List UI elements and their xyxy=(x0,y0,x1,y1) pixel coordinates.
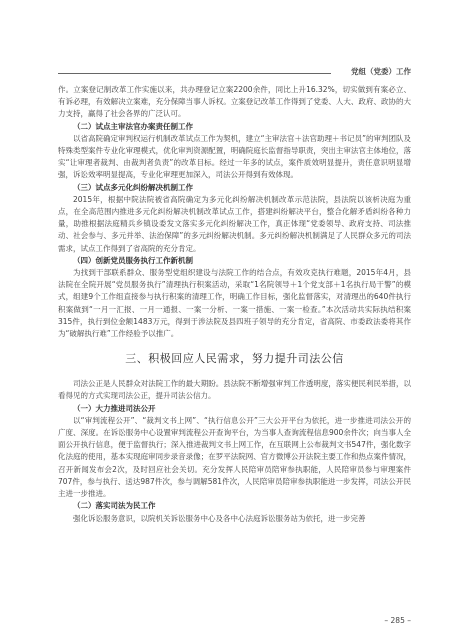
subsection-heading: （四）创新党员服务执行工作新机制 xyxy=(73,255,193,265)
subsection-heading: （二）落实司法为民工作 xyxy=(73,501,156,511)
header-section-tag: 党组（党委）工作 xyxy=(347,66,411,78)
body-paragraph: 以省高院确定审判权运行机制改革试点工作为契机，建立“主审法官＋法官助理＋书记员”的审判团队及特殊类型案件专业化审理模式，优化审判资源配置，明确院庭长监督指导职责，突出主审法官主体地位，落实“让审理者裁判、由裁判者负责”的改革目标。经过一年多的试点，案件质效明显提升，责任意识明显增强，诉讼效率明显提高，专业化审理更加深入，司法公开得到有效体现。 xyxy=(58,133,411,180)
page-body xyxy=(58,84,411,525)
body-paragraph: 为找到干部联系群众、服务型党组织建设与法院工作的结合点，有效攻克执行难题，2015年4月，县法院在全院开展“党员服务执行”清理执行积案活动，采取“1名院领导＋1个党支部＋1名执行局干警”的模式，组建9个工作组直接参与执行积案的清理工作，明确工作目标，强化监督落实，对清理出的640件执行积案做到“一月一汇报、一月一通报、一案一分析、一案一措施、一案一检查。”本次活动共实际执结积案315件，执行到位金额1483万元，得到于涉法院及县四班子领导的充分肯定，省高院、市委政法委将其作为“破解执行难”工作经验予以推广。 xyxy=(58,268,411,339)
body-paragraph: 作。立案登记制改革工作实施以来，共办理登记立案2200余件，同比上升16.32%，切实做到有案必立、有诉必理，有效解决立案难，充分保障当事人诉权。立案登记改革工作得到了党委、人大、政府、政协的大力支持，赢得了社会各界的广泛认可。 xyxy=(58,85,411,119)
page-number: – 285 – xyxy=(384,616,411,625)
subsection-heading: （一）大力推进司法公开 xyxy=(73,403,156,413)
subsection-heading: （三）试点多元化纠纷解决机制工作 xyxy=(73,182,193,192)
header-rule xyxy=(58,73,331,74)
section-heading: 三、积极回应人民需求，努力提升司法公信 xyxy=(125,352,344,366)
body-paragraph: 强化诉讼服务意识，以院机关诉讼服务中心及各中心法庭诉讼服务站为依托，进一步完善 xyxy=(73,513,366,523)
body-paragraph: 以“审判流程公开”、“裁判文书上网”、“执行信息公开”三大公开平台为依托，进一步推进司法公开的广度、深度。在诉讼服务中心设置审判流程公开查询平台，为当事人查询流程信息900余件次；向当事人全面公开执行信息，便于监督执行；深入推进裁判文书上网工作，在互联网上公布裁判文书547件，强化数字化法庭的使用，基本实现庭审同步录音录像；在罗平法院网、官方微博公开法院主要工作和热点案件情况，召开新闻发布会2次，及时回应社会关切。充分发挥人民陪审员陪审参执职能，人民陪审员参与审理案件707件，参与执行、送达987件次，参与调解581件次，人民陪审员陪审参执职能进一步发挥，司法公开民主进一步推进。 xyxy=(58,415,411,499)
body-paragraph: 2015年，根据中院法院被省高院确定为多元化纠纷解决机制改革示范法院，县法院以该析决庭为重点，在全高范围内推进多元化纠纷解决机制改革试点工作，搭建纠纷解决平台，整合化解矛盾纠纷各种力量，助推根据法庭精兵乡镇设委发文落实多元化纠纷解决工作，真正体现“党委领导、政府支持、司法推动、社会参与、多元并举、法治保障”的多元纠纷解决机制。多元纠纷解决机制满足了人民群众多元的司法需求，试点工作得到了省高院的充分肯定。 xyxy=(58,194,411,253)
running-header xyxy=(58,66,411,78)
subsection-heading: （二）试点主审法官办案责任制工作 xyxy=(73,121,193,131)
body-paragraph: 司法公正是人民群众对法院工作的最大期盼。县法院不断增强审判工作透明度，落实便民利民举措，以看得见的方式实现司法公正，提升司法公信力。 xyxy=(58,379,411,401)
